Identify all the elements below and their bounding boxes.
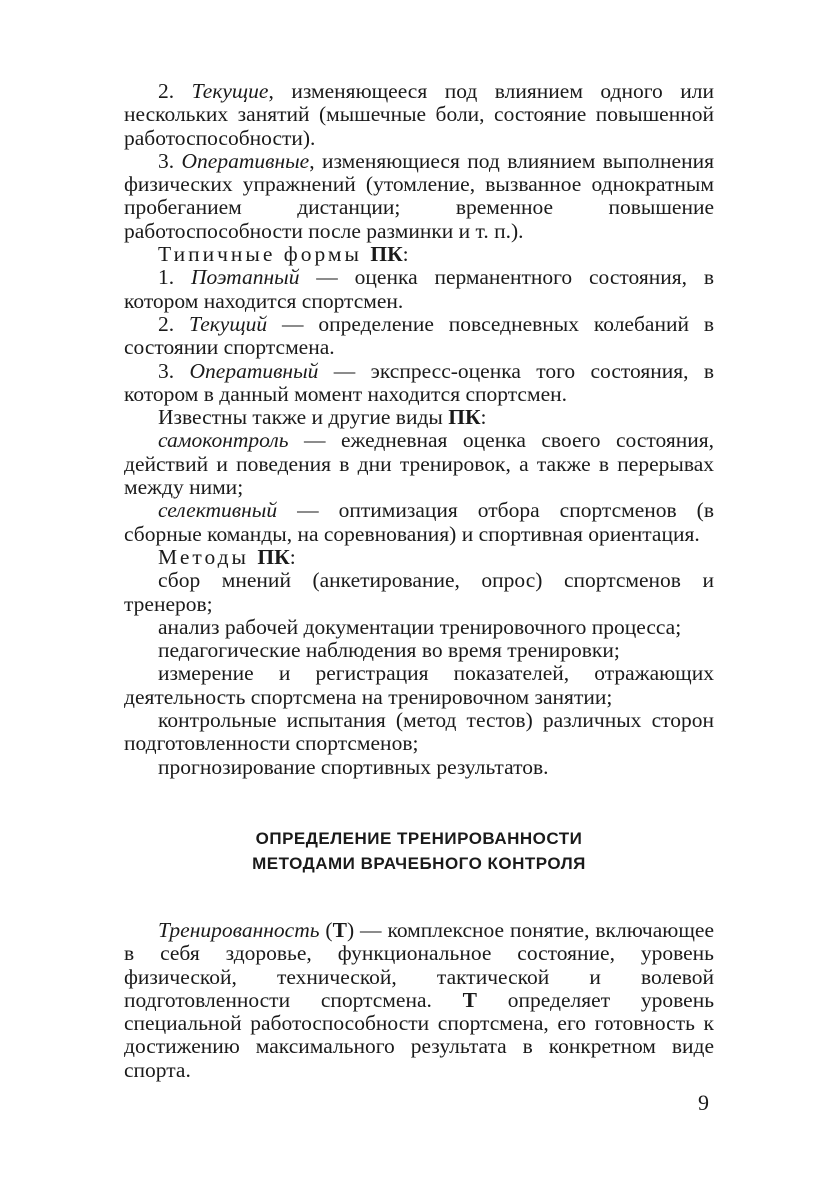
method-item: анализ рабочей документации тренировочного процесса;: [158, 614, 682, 639]
typical-form-item: 2. Текущий — определение повседневных колебаний в состоянии спортсмена.: [124, 311, 714, 360]
current-changes-paragraph: 2. Текущие, изменяющееся под влиянием одного или нескольких занятий (мышечные боли, состояние повышенной работоспособности).: [124, 79, 714, 150]
page-number: 9: [698, 1090, 709, 1115]
training-definition-paragraph: Тренированность (Т) — комплексное понятие, включающее в себя здоровье, функциональное состояние, уровень физической, технической, тактической и волевой подготовленности спортсмена. Т определяет уровень специальной работоспособности спортсмена, его готовность к достижению максимального результата в конкретном виде спорта.: [124, 917, 715, 1082]
section-heading-line: МЕТОДАМИ ВРАЧЕБНОГО КОНТРОЛЯ: [252, 853, 586, 873]
page-content: [124, 80, 714, 1082]
other-type-item: самоконтроль — ежедневная оценка своего состояния, действий и поведения в дни тренировок, а также в перерывах между ними;: [124, 428, 714, 500]
typical-form-item: 1. Поэтапный — оценка перманентного состояния, в котором находится спортсмен.: [124, 265, 715, 313]
method-item: педагогические наблюдения во время тренировки;: [158, 638, 620, 663]
other-types-intro: Известны также и другие виды ПК:: [158, 405, 487, 430]
methods-heading: Методы ПК:: [158, 544, 296, 569]
section-heading-line: ОПРЕДЕЛЕНИЕ ТРЕНИРОВАННОСТИ: [255, 828, 583, 848]
method-item: измерение и регистрация показателей, отражающих деятельность спортсмена на тренировочном занятии;: [124, 661, 714, 709]
typical-forms-heading: Типичные формы ПК:: [158, 242, 409, 267]
other-type-item: селективный — оптимизация отбора спортсменов (в сборные команды, на соревнования) и спортивная ориентация.: [124, 498, 714, 546]
typical-form-item: 3. Оперативный — экспресс-оценка того состояния, в котором в данный момент находится спортсмен.: [124, 358, 715, 406]
method-item: прогнозирование спортивных результатов.: [158, 754, 549, 779]
operative-changes-paragraph: 3. Оперативные, изменяющиеся под влиянием выполнения физических упражнений (утомление, вызванное однократным пробеганием дистанции; временное повышение работоспособности после разминки и т. п.).: [124, 148, 714, 243]
section-heading: [124, 826, 714, 876]
method-item: сбор мнений (анкетирование, опрос) спортсменов и тренеров;: [124, 568, 714, 616]
method-item: контрольные испытания (метод тестов) различных сторон подготовленности спортсменов;: [124, 708, 714, 756]
